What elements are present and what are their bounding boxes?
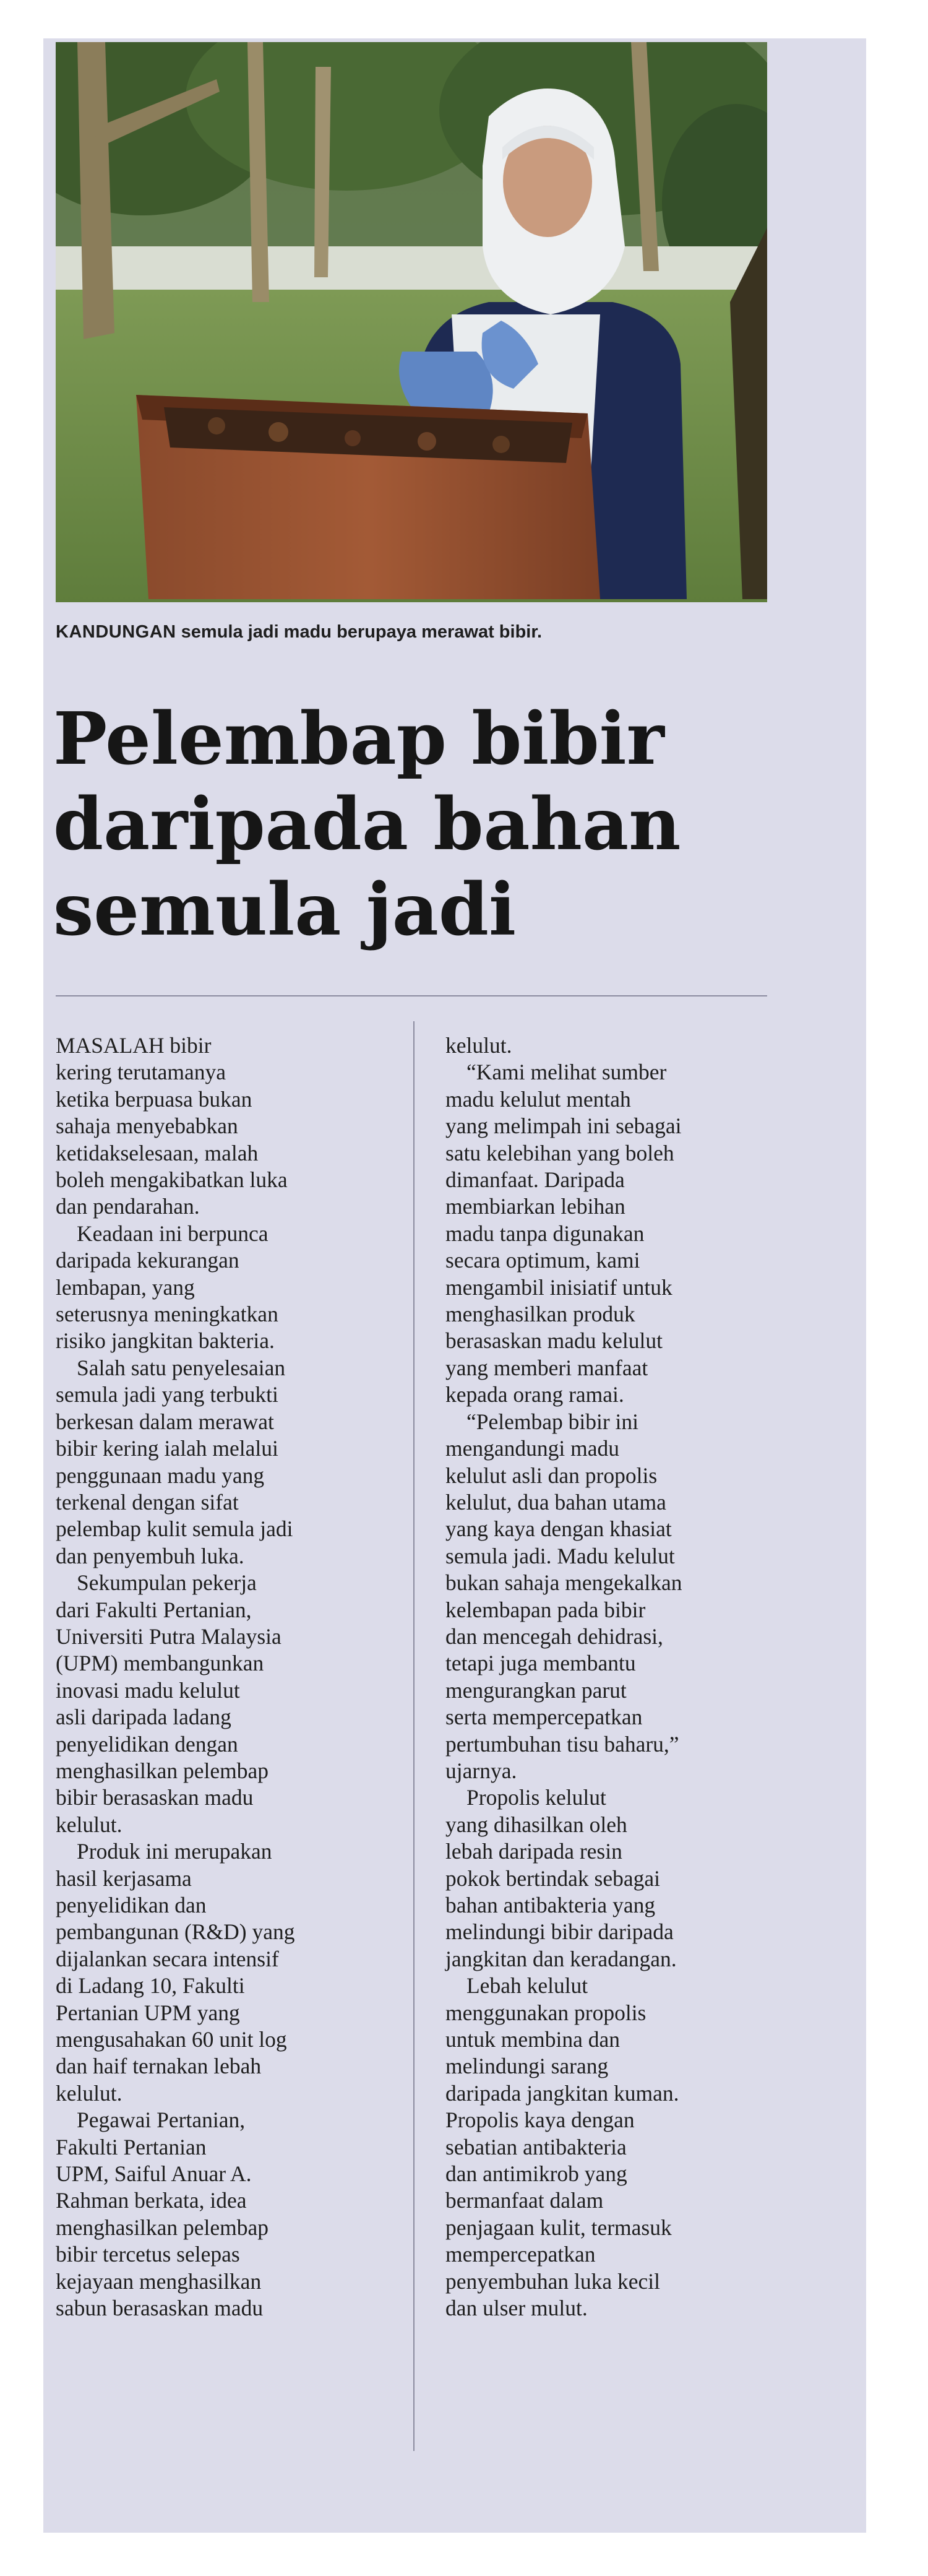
article-line: Rahman berkata, idea [56, 2188, 247, 2213]
article-line: semula jadi yang terbukti [56, 1382, 278, 1407]
article-line: Pegawai Pertanian, [77, 2107, 246, 2133]
article-paragraph [56, 2107, 402, 2322]
article-line: bahan antibakteria yang [445, 1893, 656, 1917]
article-line: berasaskan madu kelulut [445, 1328, 663, 1354]
article-line: kelulut. [56, 2080, 122, 2106]
article-line: penyelidikan dengan [56, 1731, 238, 1757]
article-line: mengurangkan parut [445, 1677, 627, 1703]
article-line: Salah satu penyelesaian [77, 1355, 286, 1380]
article-line: kelulut. [56, 1812, 122, 1837]
article-line: melindungi bibir daripada [445, 1919, 674, 1945]
article-line: sebatian antibakteria [445, 2134, 627, 2159]
article-line: penyembuhan luka kecil [445, 2268, 660, 2294]
article-line: kering terutamanya [56, 1060, 226, 1085]
article-line: bibir kering ialah melalui [56, 1436, 278, 1461]
article-line: asli daripada ladang [56, 1705, 231, 1730]
article-line: Lebah kelulut [466, 1973, 588, 1999]
article-line: penjagaan kulit, termasuk [445, 2215, 672, 2240]
article-line: inovasi madu kelulut [56, 1677, 240, 1703]
article-line: semula jadi. Madu kelulut [445, 1543, 675, 1568]
article-line: mengambil inisiatif untuk [445, 1274, 672, 1300]
headline-divider [56, 995, 767, 996]
article-line: jangkitan dan keradangan. [445, 1946, 677, 1971]
article-line: melindungi sarang [445, 2054, 609, 2079]
article-line: pertumbuhan tisu baharu,” [445, 1731, 679, 1757]
headline-line: Pelembap bibir [53, 697, 664, 781]
article-line: seterusnya meningkatkan [56, 1302, 278, 1327]
article-line: dan pendarahan. [56, 1194, 200, 1219]
article-line: daripada kekurangan [56, 1248, 239, 1273]
article-line: sahaja menyebabkan [56, 1113, 238, 1139]
article-line: yang melimpah ini sebagai [445, 1113, 682, 1139]
article-line: Universiti Putra Malaysia [56, 1623, 281, 1649]
article-line: Produk ini merupakan [77, 1839, 272, 1864]
article-line: bermanfaat dalam [445, 2188, 604, 2213]
article-line: menghasilkan pelembap [56, 1758, 269, 1783]
article-line: dan antimikrob yang [445, 2161, 627, 2187]
article-line: dan ulser mulut. [445, 2296, 588, 2321]
article-line: Keadaan ini berpunca [77, 1221, 269, 1246]
article-line: di Ladang 10, Fakulti [56, 1973, 245, 1999]
article-paragraph [445, 1059, 792, 1408]
article-paragraph [445, 1973, 792, 2322]
article-line: tetapi juga membantu [445, 1651, 636, 1676]
article-line: boleh mengakibatkan luka [56, 1167, 288, 1193]
article-line: pembangunan (R&D) yang [56, 1919, 295, 1945]
article-line: satu kelebihan yang boleh [445, 1140, 674, 1165]
article-line: penyelidikan dan [56, 1893, 207, 1917]
headline-line: daripada bahan [53, 782, 681, 867]
photo-caption [56, 622, 767, 642]
article-line: pelembap kulit semula jadi [56, 1516, 293, 1542]
article-line: dan penyembuh luka. [56, 1543, 244, 1568]
article-line: Pertanian UPM yang [56, 2000, 240, 2025]
article-line: serta mempercepatkan [445, 1705, 643, 1730]
article-line: MASALAH bibir [56, 1033, 212, 1058]
article-line: secara optimum, kami [445, 1248, 640, 1273]
article-line: untuk membina dan [445, 2027, 620, 2052]
article-line: dimanfaat. Daripada [445, 1167, 625, 1193]
article-line: ketidakselesaan, malah [56, 1140, 259, 1165]
article-line: kepada orang ramai. [445, 1382, 624, 1407]
article-line: lebah daripada resin [445, 1839, 622, 1864]
headline-line: semula jadi [53, 868, 517, 952]
article-line: terkenal dengan sifat [56, 1489, 239, 1515]
article-line: berkesan dalam merawat [56, 1409, 274, 1434]
article-line: yang memberi manfaat [445, 1355, 648, 1380]
article-line: Propolis kelulut [466, 1785, 606, 1810]
article-line: bibir berasaskan madu [56, 1785, 254, 1810]
article-line: dan haif ternakan lebah [56, 2054, 262, 2079]
article-line: ujarnya. [445, 1758, 517, 1783]
article-line: bukan sahaja mengekalkan [445, 1570, 682, 1596]
article-line: sabun berasaskan madu [56, 2296, 264, 2321]
article-line: mengusahakan 60 unit log [56, 2027, 287, 2052]
article-line: UPM, Saiful Anuar A. [56, 2161, 252, 2187]
article-line: mempercepatkan [445, 2242, 596, 2267]
article-line: dijalankan secara intensif [56, 1946, 279, 1971]
article-line: kelembapan pada bibir [445, 1597, 646, 1622]
article-line: menggunakan propolis [445, 2000, 647, 2025]
article-line: yang dihasilkan oleh [445, 1812, 627, 1837]
headline [53, 696, 777, 953]
article-column-left [56, 1032, 402, 2322]
article-line: kelulut. [445, 1033, 512, 1058]
article-paragraph [56, 1032, 402, 1221]
article-line: ketika berpuasa bukan [56, 1086, 252, 1112]
article-line: mengandungi madu [445, 1436, 619, 1461]
article-line: lembapan, yang [56, 1274, 195, 1300]
beekeeper-photo [56, 42, 767, 602]
article-line: menghasilkan pelembap [56, 2215, 269, 2240]
article-line: Propolis kaya dengan [445, 2107, 635, 2133]
article-line: risiko jangkitan bakteria. [56, 1328, 275, 1354]
caption-text: semula jadi madu berupaya merawat bibir. [176, 622, 543, 642]
article-line: kelulut, dua bahan utama [445, 1489, 666, 1515]
article-line: Sekumpulan pekerja [77, 1570, 257, 1596]
article-paragraph [56, 1221, 402, 1355]
article-line: dari Fakulti Pertanian, [56, 1597, 252, 1622]
article-line: hasil kerjasama [56, 1865, 192, 1891]
article-line: membiarkan lebihan [445, 1194, 625, 1219]
article-line: kelulut asli dan propolis [445, 1463, 658, 1488]
caption-lead: KANDUNGAN [56, 622, 176, 642]
article-line: penggunaan madu yang [56, 1463, 265, 1488]
article-column-right [445, 1032, 792, 2322]
article-line: “Pelembap bibir ini [466, 1409, 639, 1434]
article-paragraph [56, 1838, 402, 2107]
article-line: menghasilkan produk [445, 1302, 635, 1327]
article-photo [56, 42, 767, 602]
article-line: Fakulti Pertanian [56, 2134, 207, 2159]
article-line: daripada jangkitan kuman. [445, 2080, 679, 2106]
article-line: dan mencegah dehidrasi, [445, 1623, 663, 1649]
article-line: “Kami melihat sumber [466, 1060, 667, 1085]
article-line: pokok bertindak sebagai [445, 1865, 661, 1891]
article-paragraph [56, 1355, 402, 1570]
article-line: bibir tercetus selepas [56, 2242, 240, 2267]
article-paragraph [445, 1784, 792, 1973]
article-line: madu tanpa digunakan [445, 1221, 645, 1246]
column-divider [413, 1021, 415, 2451]
article-line: (UPM) membangunkan [56, 1651, 264, 1676]
article-line: madu kelulut mentah [445, 1086, 631, 1112]
article-paragraph [56, 1570, 402, 1838]
article-paragraph [445, 1032, 792, 1059]
article-paragraph [445, 1409, 792, 1785]
article-line: kejayaan menghasilkan [56, 2268, 262, 2294]
article-line: yang kaya dengan khasiat [445, 1516, 672, 1542]
